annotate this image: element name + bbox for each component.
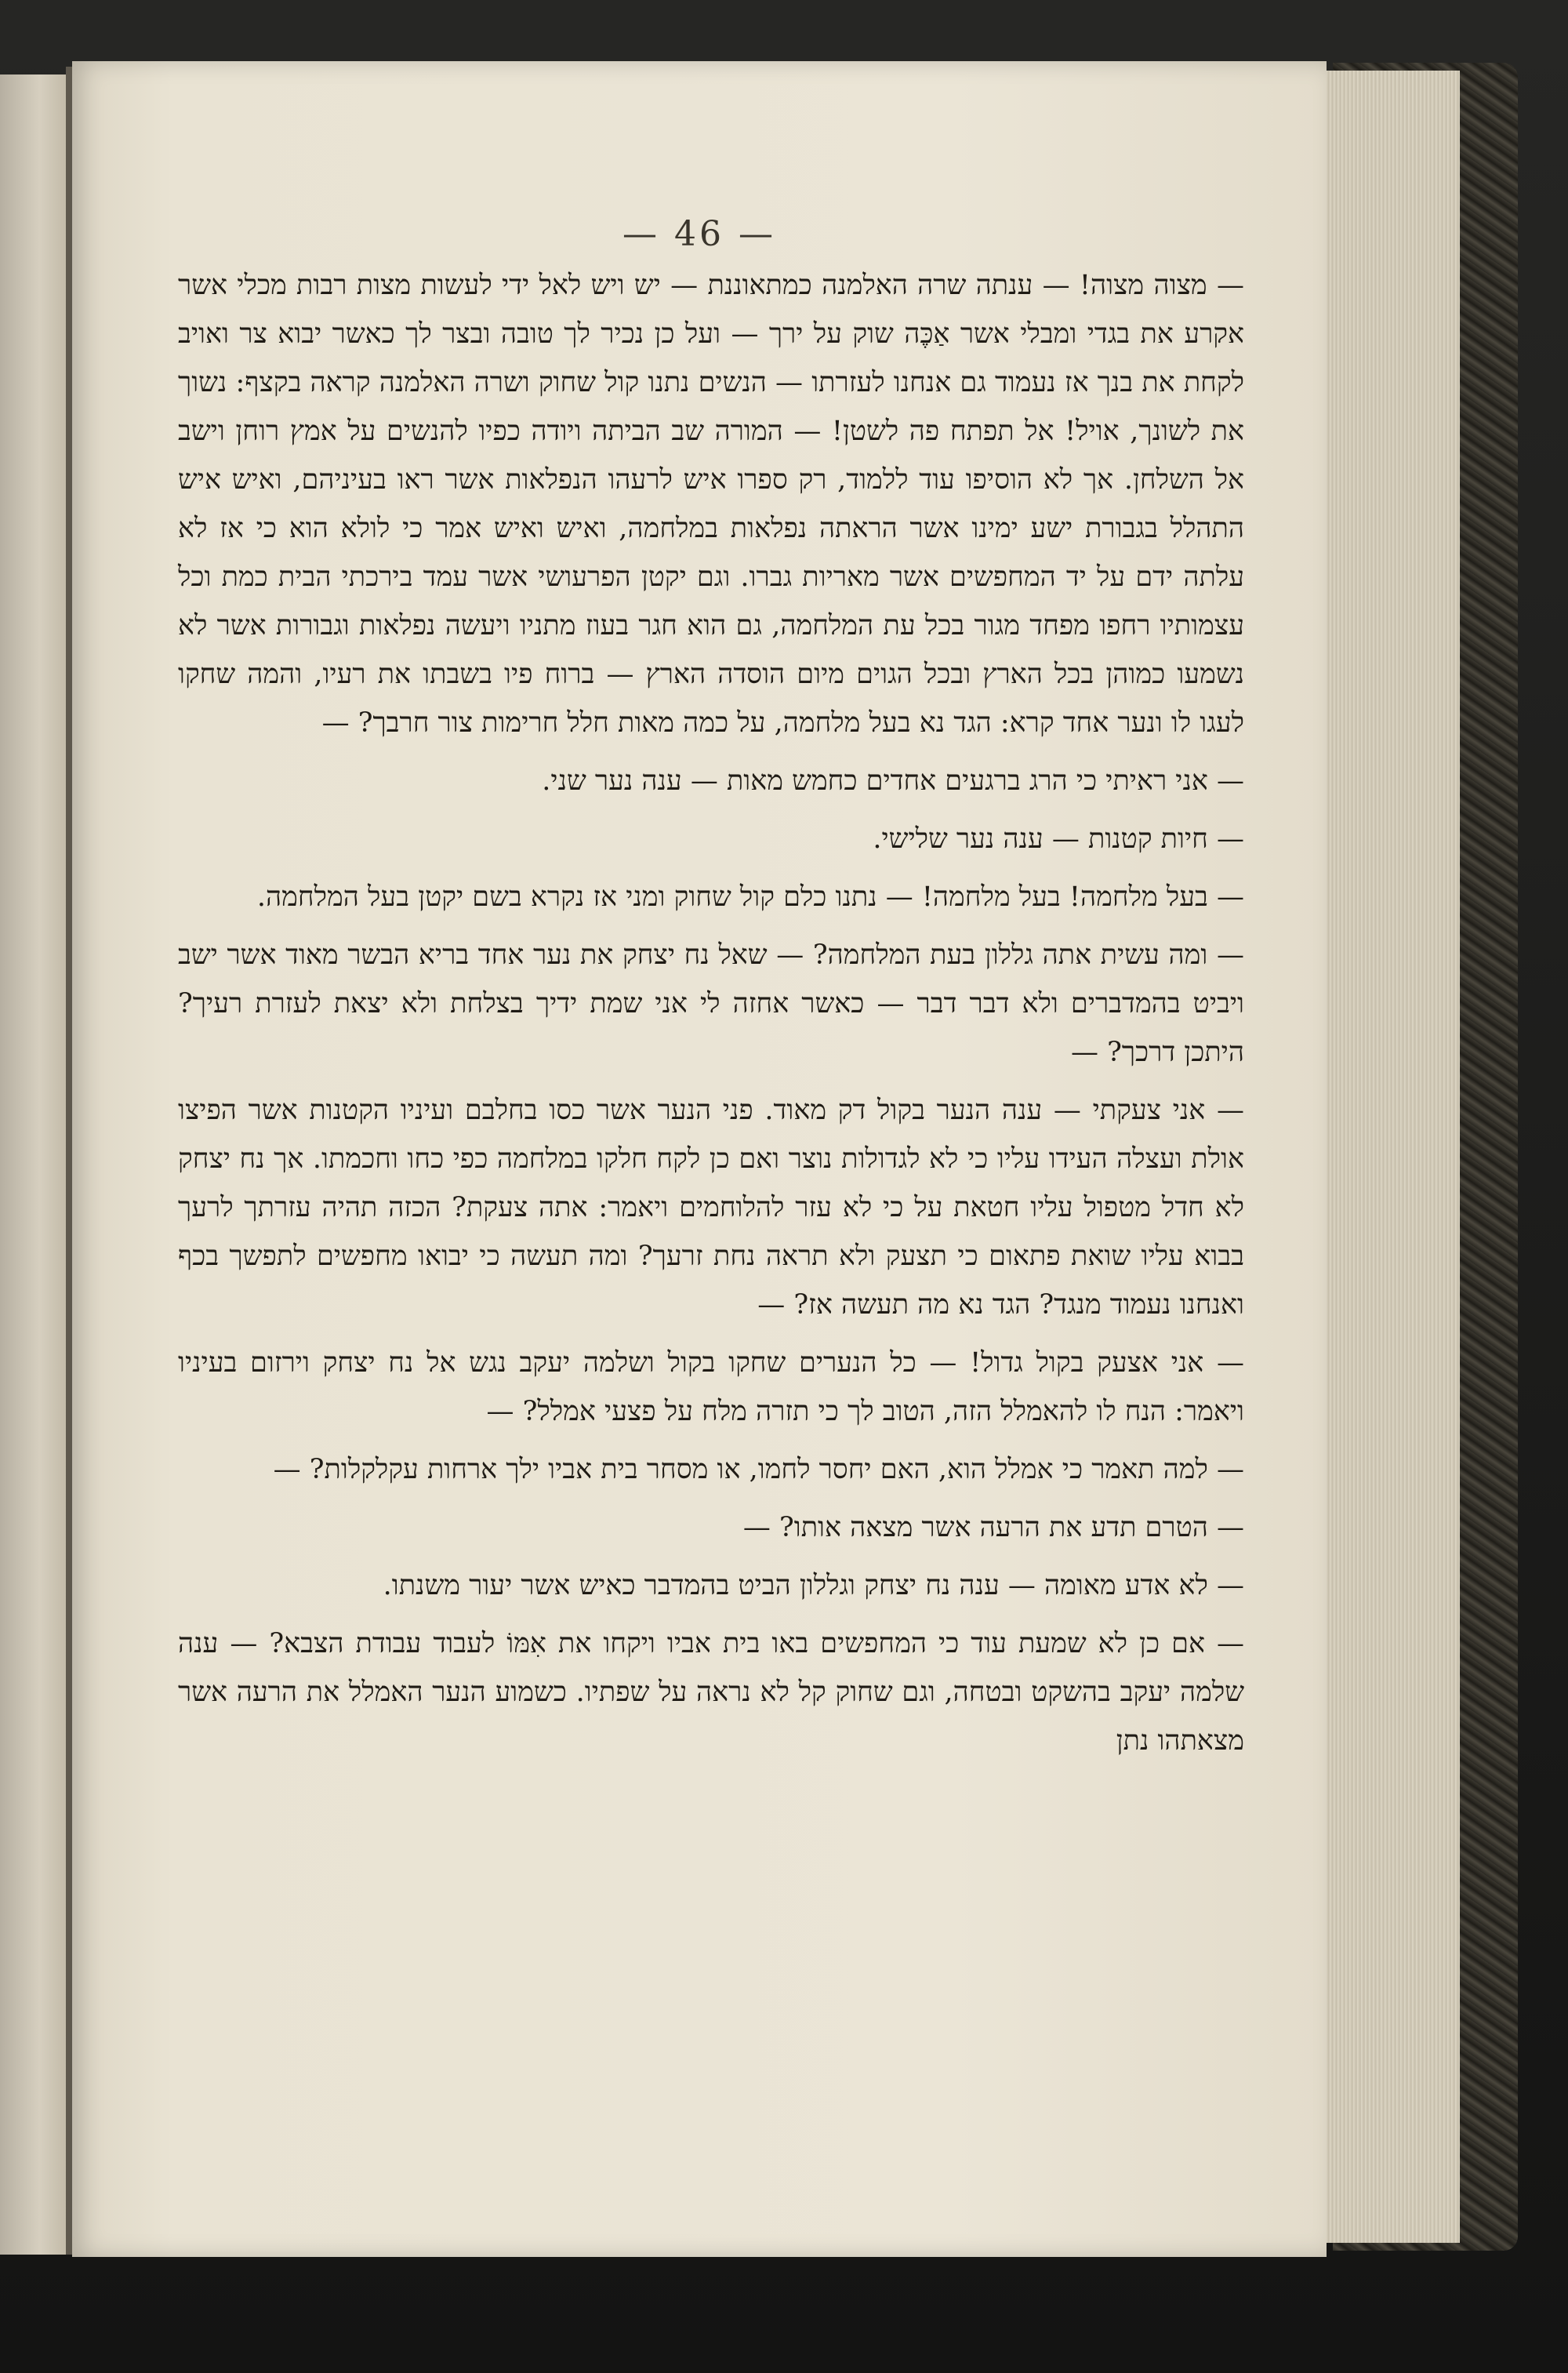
paragraph: — הטרם תדע את הרעה אשר מצאה אותו? — [742, 1512, 1244, 1543]
facing-page-edge [0, 74, 68, 2255]
paragraph: — אני ראיתי כי הרג ברגעים אחדים כחמש מאות — ענה נער שני. [542, 765, 1244, 797]
paragraph: — אני צעקתי — ענה הנער בקול דק מאוד. פני הנער אשר כסו בחלבם ועיניו הקטנות אשר הפיצו אולת ועצלה העידו עליו כי לא לגדולות נוצר ואם כן לקח חלקו במלחמה כפי כחו וחכמתו. אך נח יצחק לא חדל מטפול עליו חטאת על כי לא עזר להלוחמים ויאמר: אתה צעקת? הכזה תהיה עזרתך לרעך בבוא עליו שואת פתאום כי תצעק ולא תראה נחת זרעך? ומה תעשה כי יבואו מחפשים לתפשך בכף ואנחנו נעמוד מנגד? הגד נא מה תעשה אז? — [178, 1095, 1244, 1321]
paragraph: — ומה עשית אתה גללון בעת המלחמה? — שאל נח יצחק את נער אחד בריא הבשר מאוד אשר ישב ויביט בהמדברים ולא דבר דבר — כאשר אחזה לי אני שמת ידיך בצלחת ולא יצאת לעזרת רעיך? היתכן דרכך? — [178, 939, 1244, 1068]
paragraph: — בעל מלחמה! בעל מלחמה! — נתנו כלם קול שחוק ומני אז נקרא בשם יקטן בעל המלחמה. [256, 881, 1244, 913]
paragraph: — חיות קטנות — ענה נער שלישי. [873, 823, 1244, 855]
page-text [178, 261, 1244, 1765]
paragraph: — למה תאמר כי אמלל הוא, האם יחסר לחמו, או מסחר בית אביו ילך ארחות עקלקלות? — [273, 1454, 1244, 1485]
paragraph: — אני אצעק בקול גדול! — כל הנערים שחקו בקול ושלמה יעקב נגש אל נח יצחק וירזום בעיניו ויאמר: הנח לו להאמלל הזה, הטוב לך כי תזרה מלח על פצעי אמלל? — [178, 1347, 1244, 1427]
paragraph: — מצוה מצוה! — ענתה שרה האלמנה כמתאוננת — יש ויש לאל ידי לעשות מצות רבות מכלי אשר אקרע את בגדי ומבלי אשר אַכֶּה שוק על ירך — ועל כן נכיר לך טובה ובצר לך כאשר יבוא צר ואויב לקחת את בנך אז נעמוד גם אנחנו לעזרתו — הנשים נתנו קול שחוק ושרה האלמנה קראה בקצף: נשוך את לשונך, אויל! אל תפתח פה לשטן! — המורה שב הביתה ויודה כפיו להנשים על אמץ רוחן וישב אל השלחן. אך לא הוסיפו עוד ללמוד, רק ספרו איש לרעהו הנפלאות אשר ראו בעיניהם, ואיש איש התהלל בגבורת ישע ימינו אשר הראתה נפלאות במלחמה, ואיש ואיש אמר כי לולא הוא כי אז לא עלתה ידם על יד המחפשים אשר מאריות גברו. וגם יקטן הפרעושי אשר עמד בירכתי הבית כמת וכל עצמותיו רחפו מפחד מגור בכל עת המלחמה, גם הוא חגר בעוז מתניו ויעשה נפלאות וגבורות אשר לא נשמעו כמוהן בכל הארץ ובכל הגוים מיום הוסדה הארץ — ברוח פיו בשבתו את רעיו, והמה שחקו לעגו לו ונער אחד קרא: הגד נא בעל מלחמה, על כמה מאות חלל חרימות צור חרבך? — [178, 270, 1244, 739]
book-page [72, 61, 1327, 2257]
page-edges [1325, 71, 1460, 2243]
page-number: — 46 — [622, 214, 776, 254]
paragraph: — לא אדע מאומה — ענה נח יצחק וגללון הביט בהמדבר כאיש אשר יעור משנתו. [383, 1570, 1244, 1601]
paragraph: — אם כן לא שמעת עוד כי המחפשים באו בית אביו ויקחו את אִמּוֹ לעבוד עבודת הצבא? — ענה שלמה יעקב בהשקט ובטחה, וגם שחוק קל לא נראה על שפתיו. כשמוע הנער האמלל את הרעה אשר מצאתהו נתן [178, 1628, 1244, 1757]
